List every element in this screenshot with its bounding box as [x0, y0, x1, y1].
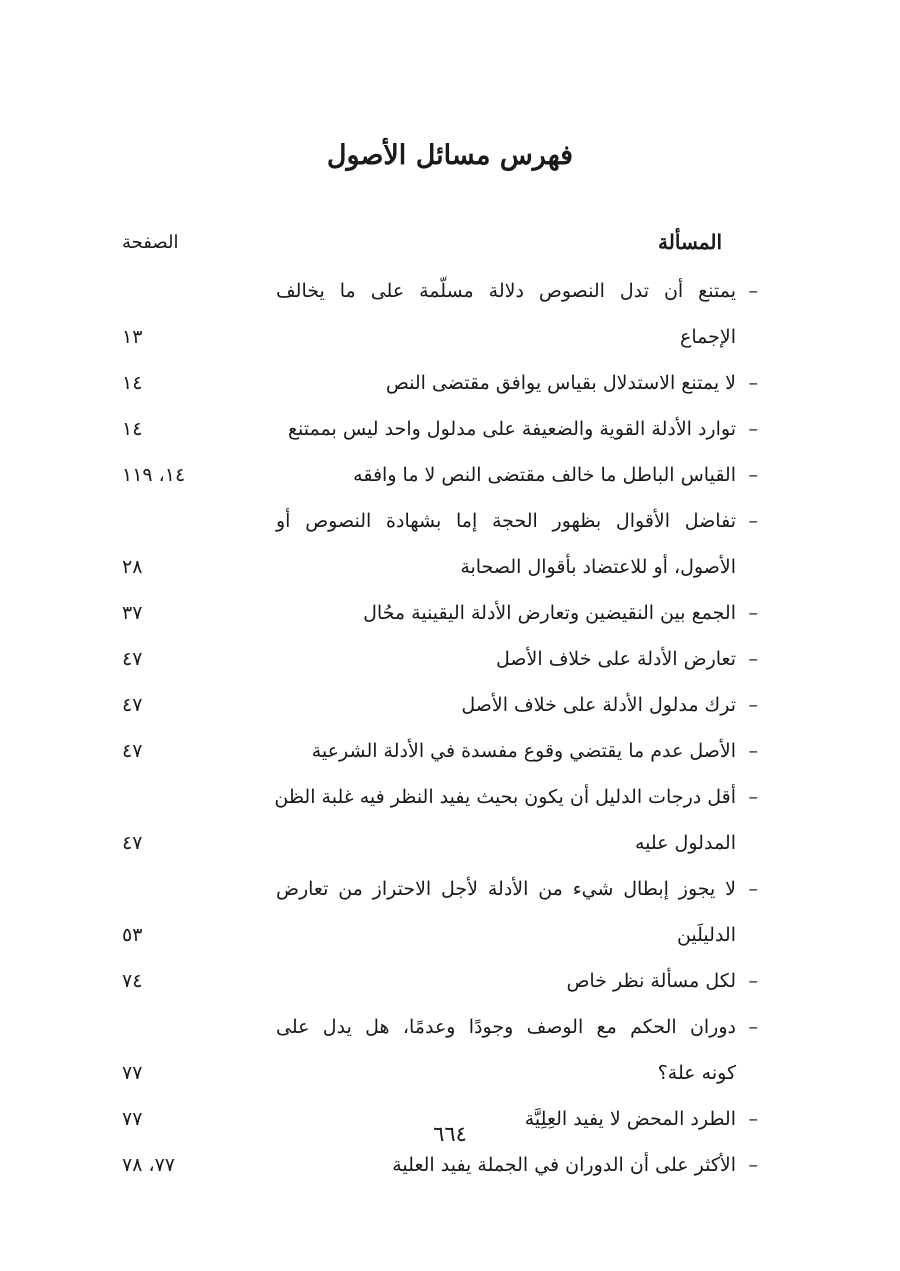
entry-text-line: كونه علة؟ — [657, 1062, 736, 1084]
entry-text-line: دوران الحكم مع الوصف وجودًا وعدمًا، هل يدل على — [276, 1016, 736, 1038]
entry-dash: – — [748, 418, 758, 440]
entry-dash: – — [748, 1108, 758, 1130]
entry-text-line: الجمع بين النقيضين وتعارض الأدلة اليقينية محُال — [363, 602, 736, 624]
entry-dash: – — [748, 970, 758, 992]
entry-text-line: تفاضل الأقوال بظهور الحجة إما بشهادة النصوص أو — [276, 510, 736, 532]
entry-text-line: الدليلَين — [676, 924, 736, 946]
entry-page-ref: ٤٧ — [122, 832, 143, 854]
entry-dash: – — [748, 878, 758, 900]
column-header-page: الصفحة — [122, 232, 179, 253]
entry-dash: – — [748, 694, 758, 716]
entry-text-line: الأكثر على أن الدوران في الجملة يفيد العلية — [392, 1154, 736, 1176]
entry-dash: – — [748, 464, 758, 486]
entry-dash: – — [748, 1154, 758, 1176]
entry-text-line: توارد الأدلة القوية والضعيفة على مدلول واحد ليس بممتنع — [287, 418, 736, 440]
entry-page-ref: ١٤ — [122, 418, 143, 440]
entry-dash: – — [748, 1016, 758, 1038]
entry-text-line: المدلول عليه — [634, 832, 736, 854]
entry-dash: – — [748, 648, 758, 670]
entry-page-ref: ١٤ — [122, 372, 143, 394]
entry-page-ref: ٥٣ — [122, 924, 143, 946]
entry-text-line: الإجماع — [680, 326, 736, 348]
entry-text-line: الطرد المحض لا يفيد العِلِيَّة — [524, 1108, 736, 1130]
entry-page-ref: ٤٧ — [122, 694, 143, 716]
entry-dash: – — [748, 510, 758, 532]
entry-dash: – — [748, 280, 758, 302]
entry-page-ref: ٣٧ — [122, 602, 143, 624]
entry-text-line: ترك مدلول الأدلة على خلاف الأصل — [461, 694, 736, 716]
entry-page-ref: ٧٧ — [122, 1062, 143, 1084]
entry-page-ref: ٢٨ — [122, 556, 143, 578]
entry-page-ref: ٧٧، ٧٨ — [122, 1154, 176, 1176]
entry-page-ref: ٧٧ — [122, 1108, 143, 1130]
entry-page-ref: ١٣ — [122, 326, 143, 348]
entry-text-line: الأصول، أو للاعتضاد بأقوال الصحابة — [460, 556, 736, 578]
entry-text-line: تعارض الأدلة على خلاف الأصل — [496, 648, 736, 670]
entry-page-ref: ٧٤ — [122, 970, 143, 992]
entry-text-line: القياس الباطل ما خالف مقتضى النص لا ما وافقه — [353, 464, 736, 486]
entry-dash: – — [748, 740, 758, 762]
entry-dash: – — [748, 786, 758, 808]
entry-text-line: لكل مسألة نظر خاص — [566, 970, 736, 992]
entry-page-ref: ١٤، ١١٩ — [122, 464, 186, 486]
entry-page-ref: ٤٧ — [122, 648, 143, 670]
entry-text-line: لا يجوز إبطال شيء من الأدلة لأجل الاحتراز من تعارض — [276, 878, 736, 900]
entry-text-line: الأصل عدم ما يقتضي وقوع مفسدة في الأدلة الشرعية — [311, 740, 736, 762]
page-number: ٦٦٤ — [433, 1122, 467, 1146]
entry-text-line: يمتنع أن تدل النصوص دلالة مسلّمة على ما يخالف — [276, 280, 736, 302]
page-title: فهرس مسائل الأصول — [326, 140, 574, 171]
entry-dash: – — [748, 372, 758, 394]
entry-text-line: أقل درجات الدليل أن يكون بحيث يفيد النظر فيه غلبة الظن — [274, 786, 736, 808]
entry-page-ref: ٤٧ — [122, 740, 143, 762]
entry-text-line: لا يمتنع الاستدلال بقياس يوافق مقتضى النص — [385, 372, 736, 394]
entry-dash: – — [748, 602, 758, 624]
column-header-issue: المسألة — [658, 230, 722, 254]
